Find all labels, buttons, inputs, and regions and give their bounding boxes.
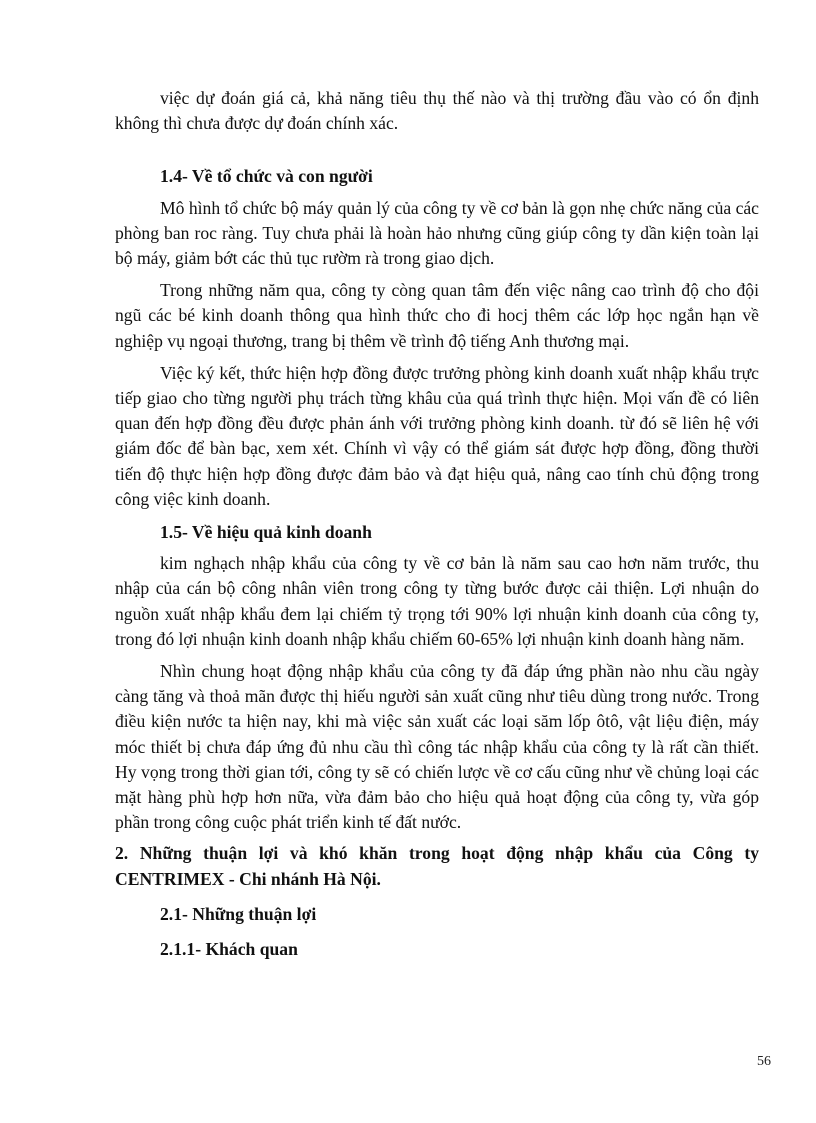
heading-2-1: 2.1- Những thuận lợi [160,903,317,924]
paragraph-1-4-2: Trong những năm qua, công ty còng quan tâm đến việc nâng cao trình độ cho đội ngũ các bé kinh doanh thông qua hình thức cho đi hocj thêm các lớp học ngắn hạn về nghiệp vụ ngoại thương, trang bị thêm về trình độ tiếng Anh thương mại. [115,280,759,351]
heading-1-5: 1.5- Về hiệu quả kinh doanh [160,522,372,543]
paragraph-1-5-2: Nhìn chung hoạt động nhập khẩu của công ty đã đáp ứng phần nào nhu cầu ngày càng tăng và thoả mãn được thị hiếu người sản xuất cũng như tiêu dùng trong nước. Trong điều kiện nước ta hiện nay, khi mà việc sản xuất các loại săm lốp ôtô, vật liệu điện, máy móc thiết bị chưa đáp ứng đủ nhu cầu thì công tác nhập khẩu của công ty là rất cần thiết. Hy vọng trong thời gian tới, công ty sẽ có chiến lược về cơ cấu cũng như về chủng loại các mặt hàng phù hợp hơn nữa, vừa đảm bảo cho hiệu quả hoạt động của công ty, vừa góp phần trong công cuộc phát triển kinh tế đất nước. [115,661,759,833]
paragraph-1-5-1: kim nghạch nhập khẩu của công ty về cơ bản là năm sau cao hơn năm trước, thu nhập của cán bộ công nhân viên trong công ty từng bước được cải thiện. Lợi nhuận do nguồn xuất nhập khẩu đem lại chiếm tỷ trọng tới 90% lợi nhuận kinh doanh của công ty, trong đó lợi nhuận kinh doanh nhập khẩu chiếm 60-65% lợi nhuận kinh doanh hàng năm. [115,553,759,649]
section-2-title: 2. Những thuận lợi và khó khăn trong hoạt động nhập khẩu của Công ty CENTRIMEX - Chi nhánh Hà Nội. [115,843,759,889]
document-page [115,86,759,962]
intro-paragraph: việc dự đoán giá cả, khả năng tiêu thụ thế nào và thị trường đầu vào có ổn định không thì chưa được dự đoán chính xác. [115,88,759,134]
page-number: 56 [757,1054,771,1069]
paragraph-1-4-1: Mô hình tổ chức bộ máy quản lý của công ty về cơ bản là gọn nhẹ chức năng của các phòng ban roc ràng. Tuy chưa phải là hoàn hảo nhưng cũng giúp công ty dần kiện toàn lại bộ máy, giảm bớt các thủ tục rườm rà trong giao dịch. [115,197,759,269]
heading-2-1-1: 2.1.1- Khách quan [160,939,298,960]
paragraph-1-4-3: Việc ký kết, thức hiện hợp đồng được trưởng phòng kinh doanh xuất nhập khẩu trực tiếp giao cho từng người phụ trách từng khâu của quá trình thực hiện. Mọi vấn đề có liên quan đến hợp đồng đều được phản ánh với trưởng phòng kinh doanh. từ đó sẽ liên hệ với giám đốc để bàn bạc, xem xét. Chính vì vậy có thể giám sát được hợp đồng, đồng thười tiến độ thực hiện hợp đồng được đảm bảo và đạt hiệu quả, nâng cao tính chủ động trong công việc kinh doanh. [115,362,759,509]
heading-1-4: 1.4- Về tổ chức và con người [160,166,373,187]
